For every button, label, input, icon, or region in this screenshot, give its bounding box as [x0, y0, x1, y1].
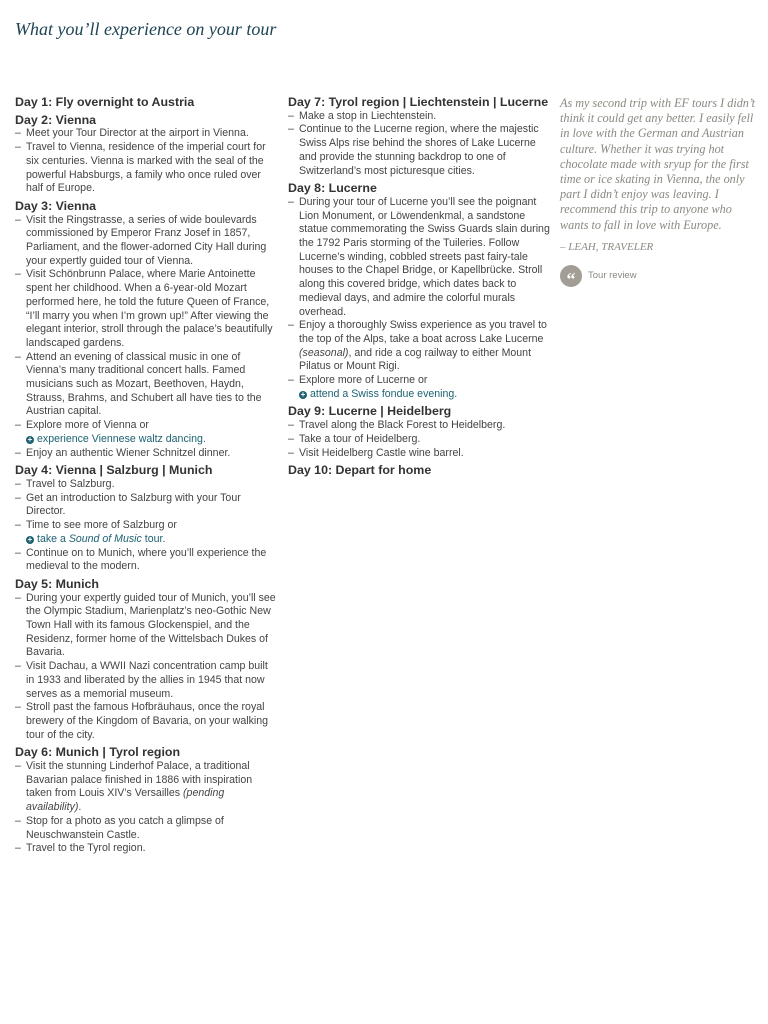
tour-review-link[interactable] [560, 265, 755, 287]
item-text: Visit the stunning Linderhof Palace, a traditional Bavarian palace finished in 1886 with inspiration taken from Louis XIV’s Versailles [26, 760, 253, 800]
item-text: Get an introduction to Salzburg with your Tour Director. [26, 491, 241, 518]
itinerary-item [15, 447, 277, 461]
itinerary-item [15, 592, 277, 661]
item-text: Visit Schönbrunn Palace, where Marie Antoinette spent her childhood. When a 6-year-old Mozart performed here, he told the future Queen of France, “I’ll marry you when I’m grown up!” After viewing the elegant interior, stroll through the palace’s beautifully landscaped gardens. [26, 268, 273, 349]
optional-excursion-link[interactable] [299, 388, 550, 402]
item-note: (seasonal) [299, 346, 349, 359]
itinerary-item [288, 419, 550, 433]
day-section [15, 96, 277, 110]
day-title: Day 9: Lucerne | Heidelberg [288, 404, 452, 419]
optional-excursion-link[interactable] [26, 433, 277, 447]
day-items [288, 110, 550, 179]
itinerary-item [288, 110, 550, 124]
day-items [15, 592, 277, 743]
item-text: Travel to Salzburg. [26, 477, 115, 490]
dash-bullet: – [15, 141, 21, 154]
itinerary-column-1 [15, 96, 277, 860]
dash-bullet: – [15, 842, 21, 855]
day-items [288, 419, 550, 460]
item-text: Stroll past the famous Hofbräuhaus, once the royal brewery of the Kingdom of Bavaria, on your walking tour of the city. [26, 701, 269, 741]
day-title: Day 10: Depart for home [288, 463, 432, 478]
day-title: Day 7: Tyrol region | Liechtenstein | Lucerne [288, 95, 549, 109]
item-text: Stop for a photo as you catch a glimpse of Neuschwanstein Castle. [26, 814, 224, 841]
optional-excursion-suffix: tour. [141, 532, 166, 545]
dash-bullet: – [288, 319, 294, 332]
dash-bullet: – [288, 109, 294, 122]
plus-icon: + [27, 534, 33, 544]
testimonial-quote: As my second trip with EF tours I didn’t think it could get any better. I easily fell in love with the German and Austrian culture. Whether it was trying hot chocolate made with sryup for the first time or ice skating in Vienna, the only part I didn’t enjoy was leaving. I recommend this trip to anyone who wants to fall in love with Europe. [560, 96, 755, 232]
dash-bullet: – [15, 519, 21, 532]
itinerary-item [15, 660, 277, 701]
dash-bullet: – [15, 660, 21, 673]
day-items [15, 760, 277, 856]
item-text: Visit Heidelberg Castle wine barrel. [299, 446, 464, 459]
item-text: During your tour of Lucerne you’ll see the poignant Lion Monument, or Löwendenkmal, a sandstone statue commemorating the Swiss Guards slain during the 1792 Paris storming of the Tuileries. Follow Lucerne’s winding, cobbled streets past fairy-tale houses to the Chapel Bridge, or Kapellbrücke. Stroll along this covered bridge, which dates back to medieval days, and admire the colorful murals overhead. [299, 195, 550, 318]
day-items [15, 127, 277, 196]
page-title: What you’ll experience on your tour [15, 19, 277, 39]
itinerary-item [15, 815, 277, 842]
day-title: Day 1: Fly overnight to Austria [15, 95, 195, 109]
itinerary-item [288, 447, 550, 461]
itinerary-item [15, 351, 277, 420]
testimonial [560, 96, 755, 287]
day-items [288, 196, 550, 402]
itinerary-item [15, 492, 277, 519]
item-text: Time to see more of Salzburg or [26, 519, 177, 532]
item-text: Make a stop in Liechtenstein. [299, 109, 437, 122]
dash-bullet: – [288, 419, 294, 432]
itinerary-item [15, 547, 277, 574]
item-text: Take a tour of Heidelberg. [299, 432, 421, 445]
day-section [15, 464, 277, 574]
day-section [15, 746, 277, 856]
itinerary-item [15, 842, 277, 856]
item-text: Continue to the Lucerne region, where the majestic Swiss Alps rise behind the shores of Lake Lucerne and provide the stunning backdrop to one of Switzerland’s most picturesque cities. [299, 123, 539, 177]
item-text-tail: , and ride a cog railway to either Mount Pilatus or Mount Rigi. [299, 346, 532, 373]
optional-excursion-link[interactable] [26, 533, 277, 547]
dash-bullet: – [15, 213, 21, 226]
dash-bullet: – [15, 268, 21, 281]
optional-excursion-label: experience Viennese waltz dancing. [37, 432, 206, 445]
item-text-tail: . [78, 801, 82, 814]
dash-bullet: – [288, 374, 294, 387]
itinerary-item [288, 123, 550, 178]
item-text: Enjoy a thoroughly Swiss experience as you travel to the top of the Alps, take a boat across Lake Lucerne [299, 319, 547, 345]
dash-bullet: – [288, 446, 294, 459]
dash-bullet: – [15, 814, 21, 827]
itinerary-item [15, 419, 277, 446]
itinerary-item [15, 127, 277, 141]
day-section [288, 182, 550, 401]
item-text: Visit Dachau, a WWII Nazi concentration camp built in 1933 and liberated by the allies in 1945 that now serves as a memorial museum. [26, 660, 268, 700]
itinerary-item [15, 701, 277, 742]
dash-bullet: – [15, 419, 21, 432]
day-section [288, 96, 550, 178]
tour-review-label: Tour review [588, 270, 637, 282]
dash-bullet: – [15, 350, 21, 363]
item-text: Meet your Tour Director at the airport in Vienna. [26, 127, 249, 140]
item-text: Visit the Ringstrasse, a series of wide boulevards commissioned by Emperor Franz Josef in 1857, Parliament, and the flower-adorned City Hall during your expertly guided tour of Vienna. [26, 213, 267, 267]
dash-bullet: – [15, 491, 21, 504]
itinerary-item [288, 196, 550, 319]
itinerary-item [288, 319, 550, 374]
dash-bullet: – [15, 546, 21, 559]
item-text: Travel to the Tyrol region. [26, 842, 146, 855]
itinerary-item [15, 141, 277, 196]
day-title: Day 8: Lucerne [288, 181, 377, 196]
itinerary-item [15, 268, 277, 350]
itinerary-item [288, 374, 550, 401]
day-section [15, 578, 277, 742]
itinerary-item [15, 478, 277, 492]
itinerary-item [15, 519, 277, 546]
day-title: Day 4: Vienna | Salzburg | Munich [15, 463, 213, 478]
itinerary-item [288, 433, 550, 447]
item-text: Explore more of Vienna or [26, 419, 149, 432]
item-text: Enjoy an authentic Wiener Schnitzel dinner. [26, 446, 231, 459]
dash-bullet: – [15, 446, 21, 459]
dash-bullet: – [15, 591, 21, 604]
day-items [15, 478, 277, 574]
item-text: Travel to Vienna, residence of the imperial court for six centuries. Vienna is marked with the seal of the powerful Habsburgs, a family who once ruled over half of Europe. [26, 141, 266, 195]
day-title: Day 3: Vienna [15, 198, 97, 213]
day-title: Day 6: Munich | Tyrol region [15, 745, 181, 760]
item-text: Explore more of Lucerne or [299, 374, 428, 387]
dash-bullet: – [15, 760, 21, 773]
plus-icon: + [300, 389, 306, 399]
itinerary-column-2 [288, 96, 550, 482]
optional-excursion-label: take a [37, 532, 69, 545]
day-title: Day 2: Vienna [15, 112, 97, 127]
day-section [15, 114, 277, 196]
quote-icon: “ [560, 265, 582, 287]
testimonial-attribution: – LEAH, TRAVELER [560, 240, 654, 253]
dash-bullet: – [288, 123, 294, 136]
plus-icon: + [27, 434, 33, 444]
day-section [288, 464, 550, 478]
item-note: (pending availability) [26, 787, 225, 814]
item-text: Attend an evening of classical music in one of Vienna’s many traditional concert halls. Famed musicians such as Mozart, Beethoven, Haydn, Strauss, Brahms, and Schubert all have ties to the Austrian capital. [26, 350, 262, 418]
dash-bullet: – [15, 477, 21, 490]
day-section [288, 405, 550, 460]
dash-bullet: – [288, 432, 294, 445]
item-text: Travel along the Black Forest to Heidelberg. [299, 419, 506, 432]
itinerary-item [15, 214, 277, 269]
dash-bullet: – [15, 127, 21, 140]
optional-excursion-label: attend a Swiss fondue evening. [310, 387, 458, 400]
optional-excursion-title: Sound of Music [68, 532, 142, 545]
day-title: Day 5: Munich [15, 576, 99, 591]
dash-bullet: – [15, 701, 21, 714]
day-section [15, 200, 277, 460]
dash-bullet: – [288, 195, 294, 208]
day-items [15, 214, 277, 461]
itinerary-item [15, 760, 277, 815]
item-text: Continue on to Munich, where you’ll experience the medieval to the modern. [26, 546, 267, 573]
item-text: During your expertly guided tour of Munich, you’ll see the Olympic Stadium, Marienplatz’s neo-Gothic New Town Hall with its famous Glockenspiel, and the Residenz, former home of the Wittelsbach Dukes of Bavaria. [26, 591, 276, 659]
